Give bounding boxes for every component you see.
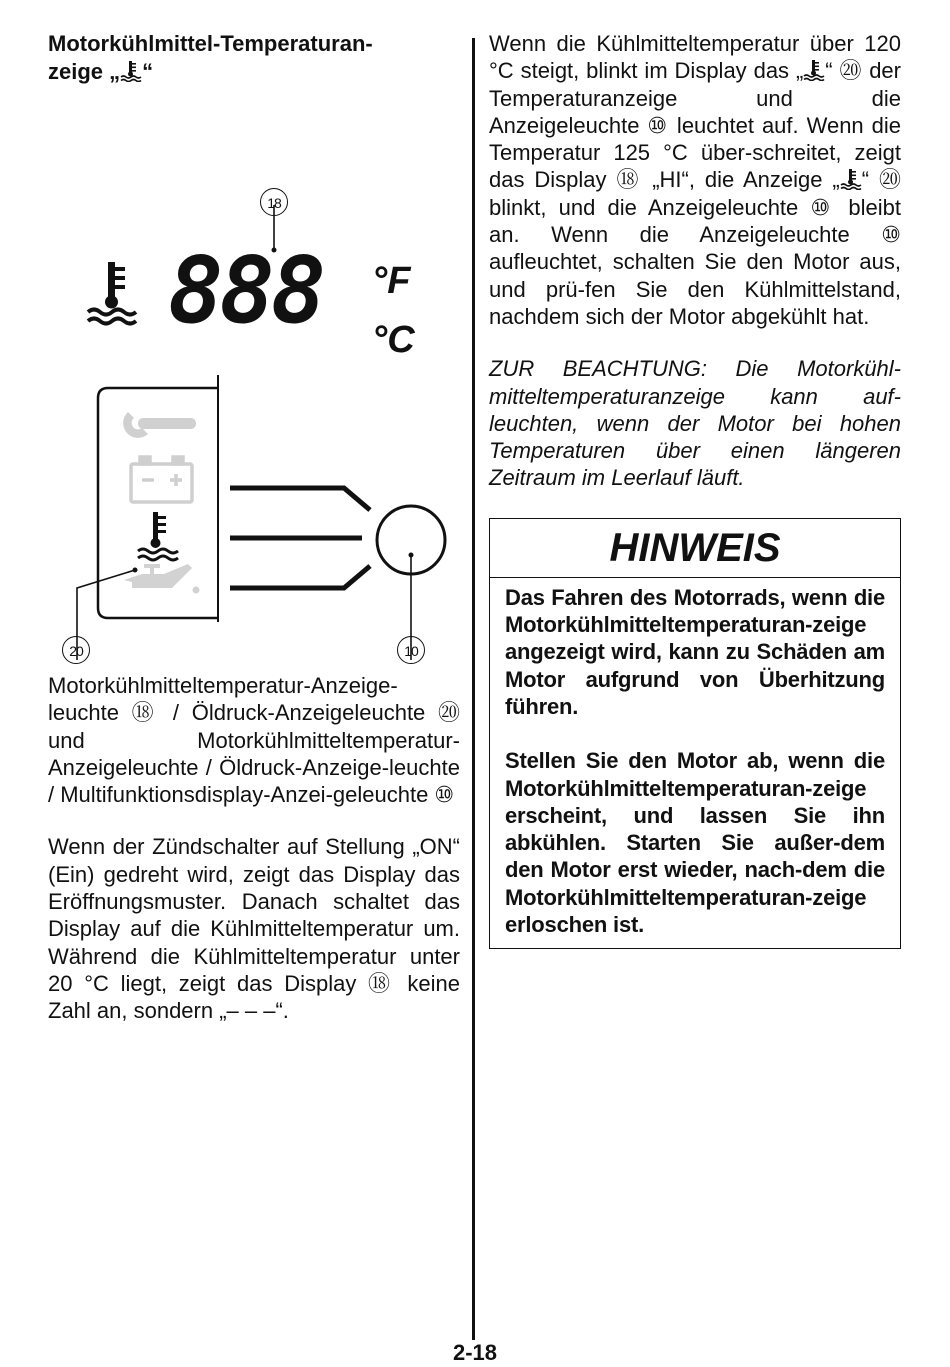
segment-display: 888	[168, 237, 323, 344]
heading-line-2-prefix: zeige „	[48, 59, 121, 84]
column-divider	[472, 38, 475, 1340]
coolant-temperature-icon	[120, 60, 142, 82]
callout-20: 20	[62, 636, 90, 664]
section-heading	[48, 30, 460, 86]
temp-text-3: “ ⑳ blinkt, und die Anzeigeleuchte ⑩ bleibt an. Wenn die Anzeigeleuchte ⑩ aufleuchtet, schalten Sie den Motor aus, und prü-fen Sie den Kühlmittelstand, nachdem sich der Motor abgekühlt hat.	[489, 167, 901, 329]
temp-text-1: Wenn die Kühlmitteltemperatur über 120 °C steigt, blinkt im Display das „	[489, 31, 901, 84]
figure-caption: Motorkühlmitteltemperatur-Anzeige-leuchte ⑱ / Öldruck-Anzeigeleuchte ⑳ und Motorkühlmitteltemperatur-Anzeigeleuchte / Öldruck-Anzeige-leuchte / Multifunktionsdisplay-Anzei-geleuchte ⑩	[48, 673, 460, 808]
warning-text-2: Stellen Sie den Motor ab, wenn die Motorkühlmitteltemperaturan-zeige erscheint, und lassen Sie ihn abkühlen. Starten Sie außer-dem den Motor erst wieder, nach-dem die Motorkühlmitteltemperaturan-zeige erloschen ist.	[505, 748, 885, 938]
coolant-temperature-icon	[803, 59, 825, 81]
temperature-paragraph	[489, 30, 901, 330]
indicator-figure	[48, 100, 460, 660]
display-coolant-icon	[88, 262, 136, 324]
temp-text-2: “ ⑳ der Temperaturanzeige und die Anzeigeleuchte ⑩ leuchtet auf. Wenn die Temperatur 125 °C über-schreitet, zeigt das Display ⑱ „HI“, die Anzeige „	[489, 58, 901, 193]
note-paragraph: ZUR BEACHTUNG: Die Motorkühl-mitteltemperaturanzeige kann auf-leuchten, wenn der Motor bei hohen Temperaturen über einen längeren Zeitraum im Leerlauf läuft.	[489, 356, 901, 491]
display-paragraph: Wenn der Zündschalter auf Stellung „ON“ (Ein) gedreht wird, zeigt das Display das Eröffnungsmuster. Danach schaltet das Display auf die Kühlmitteltemperatur um. Während die Kühlmitteltemperatur unter 20 °C liegt, zeigt das Display ⑱ keine Zahl an, sondern „– – –“.	[48, 834, 460, 1024]
callout-18: 18	[260, 188, 288, 216]
heading-line-1: Motorkühlmittel-Temperaturan-	[48, 31, 373, 56]
unit-fahrenheit: °F	[372, 260, 411, 302]
unit-celsius: °C	[372, 319, 415, 361]
warning-box	[489, 518, 901, 950]
warning-body	[490, 578, 900, 949]
callout-10: 10	[397, 636, 425, 664]
warning-title: HINWEIS	[490, 519, 900, 578]
warning-text-1: Das Fahren des Motorrads, wenn die Motorkühlmitteltemperaturan-zeige angezeigt wird, kann zu Schäden am Motor aufgrund von Überhitzung führen.	[505, 584, 885, 719]
panel-coolant-icon	[138, 512, 178, 560]
right-column	[489, 30, 901, 949]
page-number: 2-18	[452, 1340, 498, 1365]
left-column	[48, 30, 460, 1025]
heading-line-2-suffix: “	[142, 59, 154, 84]
coolant-temperature-icon	[840, 168, 862, 190]
indicator-diagram	[0, 100, 460, 660]
battery-icon	[131, 457, 192, 502]
wrench-icon	[123, 412, 196, 438]
